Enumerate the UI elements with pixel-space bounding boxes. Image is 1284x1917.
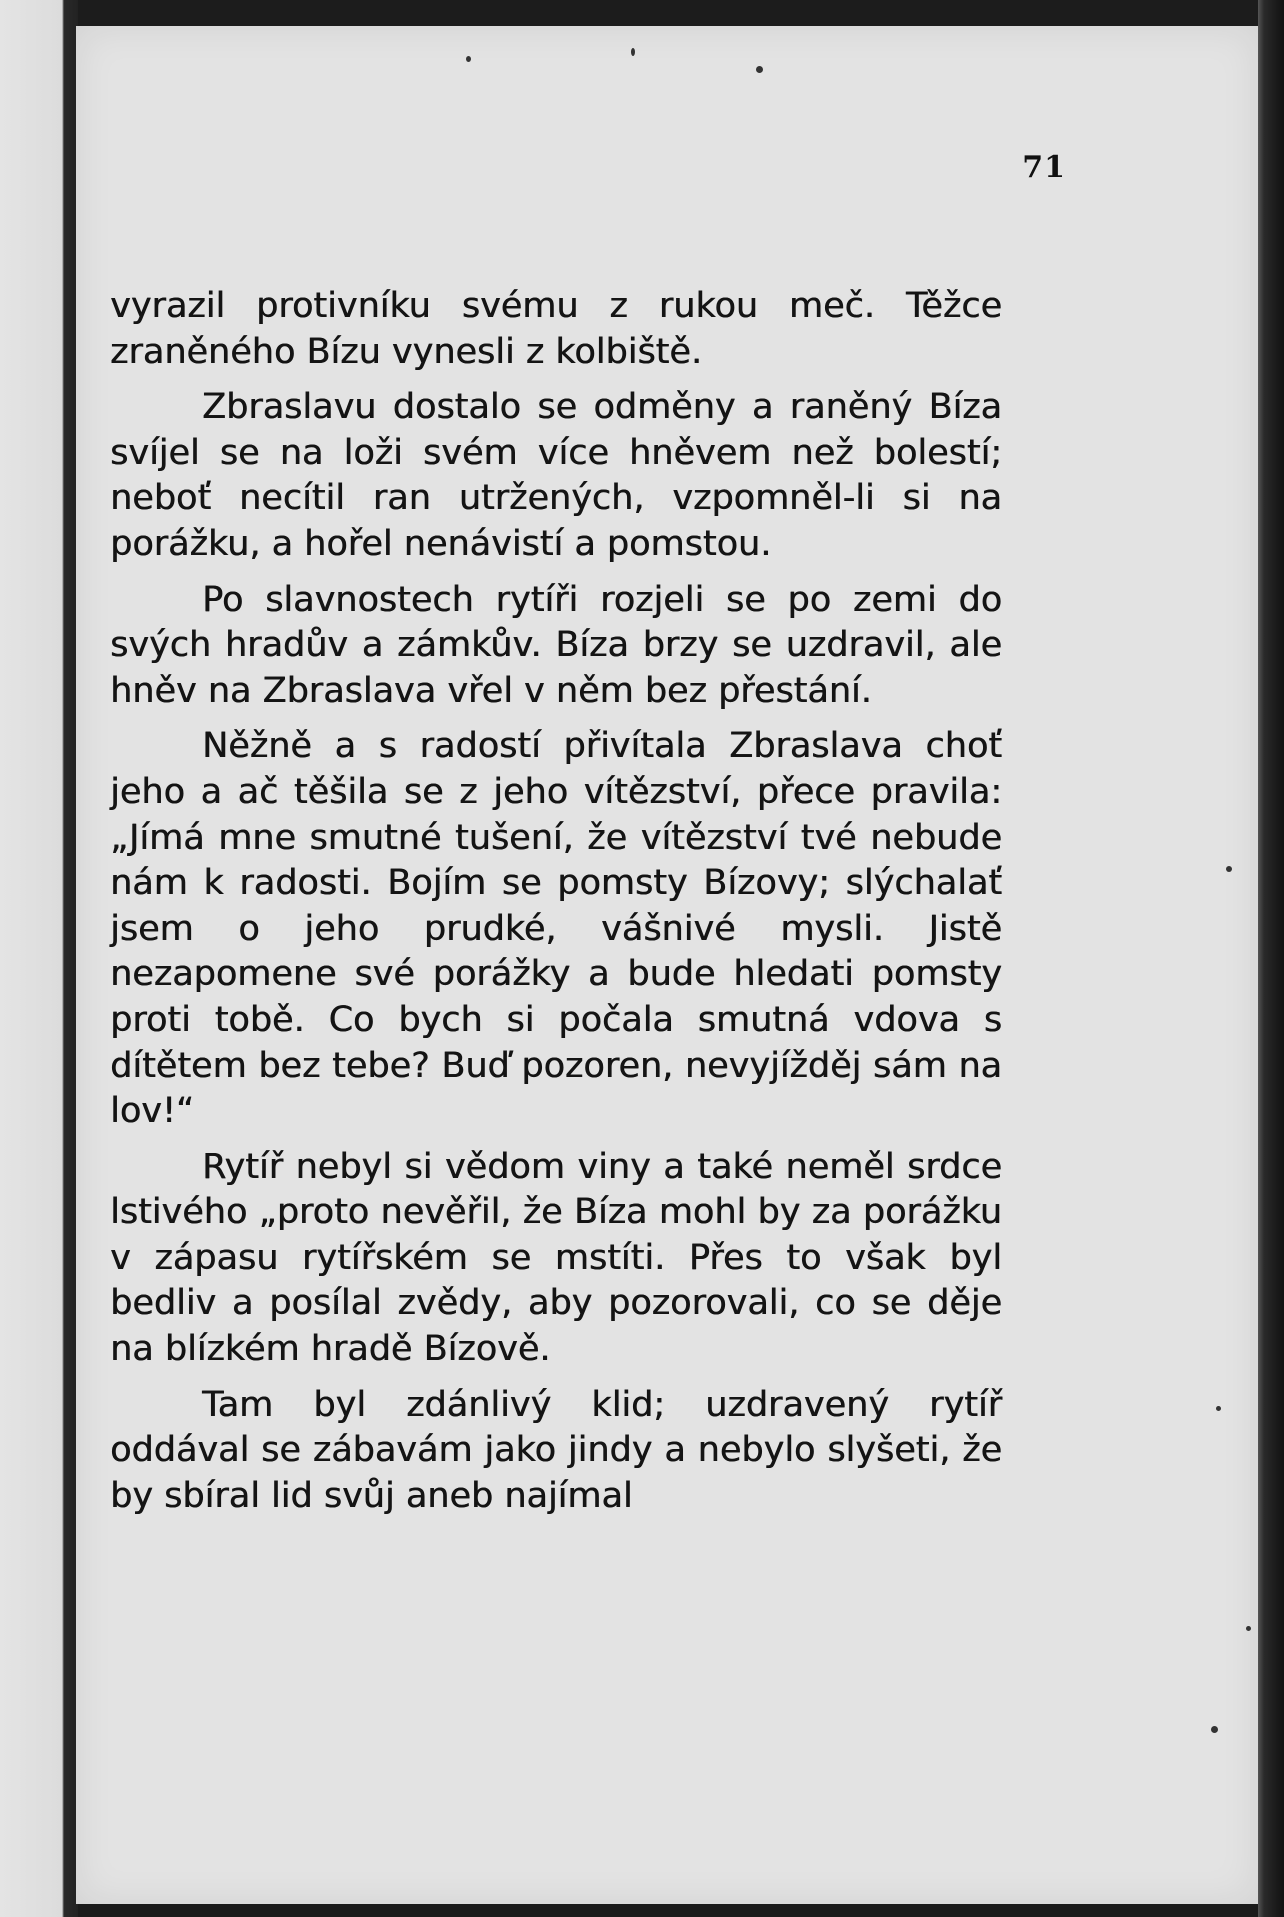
top-scan-border	[0, 0, 1284, 26]
paragraph: Tam byl zdánlivý klid; uzdravený rytíř oddával se zábavám jako jindy a nebylo slyšeti, že by sbíral lid svůj aneb najímal	[110, 1384, 1002, 1516]
scan-speck	[1211, 1726, 1218, 1733]
scan-speck	[1216, 1406, 1221, 1411]
scan-speck	[1226, 866, 1232, 872]
scan-speck	[466, 56, 471, 62]
paragraph: vyrazil protivníku svému z rukou meč. Těžce zraněného Bízu vynesli z kolbiště.	[110, 286, 1002, 372]
paragraph: Rytíř nebyl si vědom viny a také neměl srdce lstivého „proto nevěřil, že Bíza mohl by za porážku v zápasu rytířském se mstíti. Přes to však byl bedliv a posílal zvědy, aby pozorovali, co se děje na blízkém hradě Bízově.	[110, 1146, 1002, 1370]
left-scan-border	[0, 0, 78, 1917]
paragraph: Zbraslavu dostalo se odměny a raněný Bíza svíjel se na loži svém více hněvem než bolestí; neboť necítil ran utržených, vzpomněl-li si na porážku, a hořel nenávistí a pomstou.	[110, 387, 1002, 564]
right-scan-border	[1258, 0, 1284, 1917]
body-text	[110, 284, 1002, 1529]
page-number: 71	[1022, 150, 1066, 185]
scan-speck	[1246, 1626, 1251, 1631]
scan-speck	[631, 48, 635, 56]
scan-speck	[756, 66, 763, 73]
paragraph: Po slavnostech rytíři rozjeli se po zemi do svých hradův a zámkův. Bíza brzy se uzdravil, ale hněv na Zbraslava vřel v něm bez přestání.	[110, 579, 1002, 711]
paragraph: Něžně a s radostí přivítala Zbraslava choť jeho a ač těšila se z jeho vítězství, přece pravila: „Jímá mne smutné tušení, že vítězství tvé nebude nám k radosti. Bojím se pomsty Bízovy; slýchalať jsem o jeho prudké, vášnivé mysli. Jistě nezapomene své porážky a bude hledati pomsty proti tobě. Co bych si počala smutná vdova s dítětem bez tebe? Buď pozoren, nevyjížděj sám na lov!“	[110, 726, 1002, 1132]
